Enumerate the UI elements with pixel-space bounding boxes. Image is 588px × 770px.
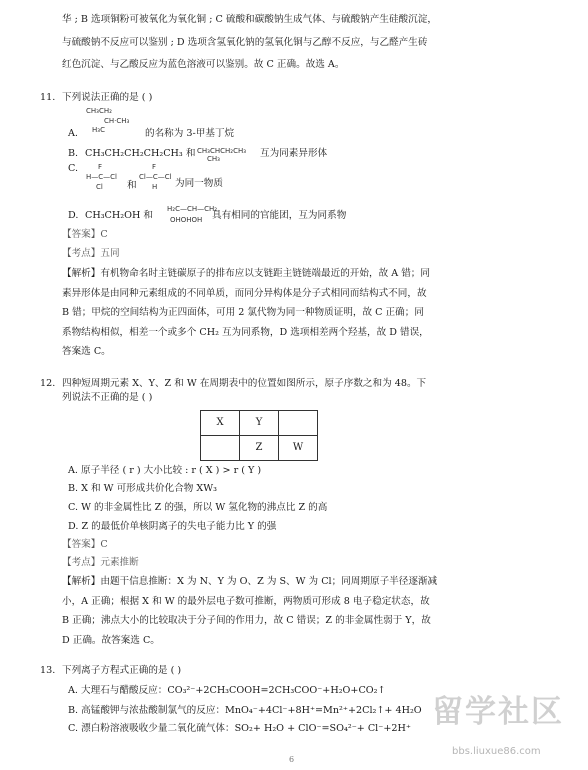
q12-option-b: B. X 和 W 可形成共价化合物 XW₃ — [68, 483, 217, 494]
watermark-url: bbs.liuxue86.com — [452, 746, 541, 757]
q11-option-c-text: 为同一物质 — [175, 178, 223, 189]
q12-kaodian: 【考点】元素推断 — [62, 557, 139, 568]
q12-option-c: C. W 的非金属性比 Z 的强，所以 W 氢化物的沸点比 Z 的高 — [68, 502, 328, 513]
q11-a-structure-bot: H₃C — [92, 126, 105, 134]
q11-d-structure-top: H₂C—CH—CH₂ — [167, 205, 218, 213]
q11-analysis-3: B 错；甲烷的空间结构为正四面体，可用 2 氯代物为同一种物质证明，故 C 正确；同 — [62, 307, 424, 318]
q11-analysis-5: 答案选 C。 — [62, 346, 111, 357]
q13-stem: 下列离子方程式正确的是 ( ) — [62, 665, 182, 676]
q13-option-a: A. 大理石与醋酸反应：CO₃²⁻+2CH₃COOH=2CH₃COO⁻+H₂O+CO₂↑ — [68, 685, 386, 696]
page-number: 6 — [289, 755, 295, 764]
intro-line-1: 华 ; B 选项铜粉可被氧化为氧化铜 ; C 硫酸和碳酸钠生成气体、与硫酸钠产生硅酸沉淀， — [62, 14, 437, 25]
q13-option-c: C. 漂白粉溶液吸收少量二氧化硫气体：SO₂+ H₂O + ClO⁻=SO₄²⁻+ Cl⁻+2H⁺ — [68, 723, 411, 734]
q11-c-and: 和 — [127, 180, 137, 191]
table-cell — [201, 436, 240, 461]
q13-option-b: B. 高锰酸钾与浓盐酸制氯气的反应：MnO₄⁻+4Cl⁻+8H⁺=Mn²⁺+2Cl₂↑+ 4H₂O — [68, 705, 422, 716]
q12-option-a: A. 原子半径 ( r ) 大小比较 : r ( X ) > r ( Y ) — [68, 465, 262, 476]
intro-line-2: 与硫酸钠不反应可以鉴别 ; D 选项含氢氧化钠的氢氧化铜与乙醇不反应，与乙醛产生砖 — [62, 37, 428, 48]
table-cell: Y — [240, 411, 279, 436]
q12-stem-1: 四种短周期元素 X、Y、Z 和 W 在周期表中的位置如图所示，原子序数之和为 48。下 — [62, 378, 427, 389]
q11-analysis-2: 素异形体是由同种元素组成的不同单质，而同分异构体是分子式相同而结构式不同，故 — [62, 288, 427, 299]
table-cell: Z — [240, 436, 279, 461]
q11-a-structure-top: CH₃CH₂ — [86, 107, 112, 115]
watermark — [412, 692, 582, 766]
q11-answer: 【答案】C — [62, 229, 108, 240]
watermark-logo-text: 留学社区 — [432, 694, 564, 730]
q11-c-structure-1-bot: Cl — [96, 183, 103, 191]
table-cell: X — [201, 411, 240, 436]
q12-stem-2: 列说法不正确的是 ( ) — [62, 392, 153, 403]
table-cell: W — [279, 436, 318, 461]
q12-option-d: D. Z 的最低价单核阴离子的失电子能力比 Y 的强 — [68, 521, 277, 532]
q11-option-b-text: CH₃CH₂CH₂CH₂CH₃ 和 — [85, 148, 196, 159]
q12-number: 12. — [40, 378, 56, 389]
q11-stem: 下列说法正确的是 ( ) — [62, 92, 153, 103]
q11-analysis-4: 系物结构相似，相差一个或多个 CH₂ 互为同系物，D 选项相差两个羟基，故 D 错误， — [62, 327, 429, 338]
q11-b-structure-sub: CH₃ — [207, 155, 220, 163]
q12-analysis-4: D 正确。故答案选 C。 — [62, 635, 160, 646]
q11-option-a-text: 的名称为 3-甲基丁烷 — [145, 128, 235, 139]
q11-option-b-text-2: 互为同素异形体 — [260, 148, 328, 159]
table-row — [201, 436, 318, 461]
q11-option-c-label: C. — [68, 163, 79, 174]
q11-c-structure-1-top: F — [98, 163, 103, 171]
table-cell — [279, 411, 318, 436]
table-row — [201, 411, 318, 436]
q11-b-structure: CH₃CHCH₂CH₃ — [197, 147, 247, 155]
q11-number: 11. — [40, 92, 56, 103]
q11-analysis-1: 【解析】有机物命名时主链碳原子的排布应以支链距主链链端最近的开始，故 A 错；同 — [62, 268, 430, 279]
q11-option-b-label: B. — [68, 148, 79, 159]
periodic-table-fragment — [200, 410, 318, 461]
q11-option-a-label: A. — [68, 128, 78, 139]
q11-c-structure-1-mid: H—C—Cl — [86, 173, 117, 181]
q11-a-structure-mid: CH·CH₃ — [104, 117, 130, 125]
q11-d-structure-bot: OHOHOH — [170, 216, 203, 224]
q11-c-structure-2-top: F — [152, 163, 157, 171]
intro-line-3: 红色沉淀、与乙酸反应为蓝色溶液可以鉴别。故 C 正确。故选 A。 — [62, 59, 345, 70]
q11-option-d-text-2: 具有相同的官能团，互为同系物 — [212, 210, 347, 221]
q11-option-d-text: CH₃CH₂OH 和 — [85, 210, 153, 221]
q11-option-d-label: D. — [68, 210, 79, 221]
q12-analysis-2: 小，A 正确；根据 X 和 W 的最外层电子数可推断，两物质可形成 8 电子稳定状态，故 — [62, 596, 430, 607]
q11-c-structure-2-bot: H — [152, 183, 158, 191]
q12-analysis-1: 【解析】由题干信息推断：X 为 N、Y 为 O、Z 为 S、W 为 Cl；同周期原子半径逐渐减 — [62, 576, 438, 587]
q11-kaodian: 【考点】五同 — [62, 248, 120, 259]
q12-answer: 【答案】C — [62, 539, 108, 550]
q12-analysis-3: B 正确；沸点大小的比较取决于分子间的作用力，故 C 错误；Z 的非金属性弱于 Y，故 — [62, 615, 431, 626]
q13-number: 13. — [40, 665, 56, 676]
q11-c-structure-2-mid: Cl—C—Cl — [139, 173, 172, 181]
